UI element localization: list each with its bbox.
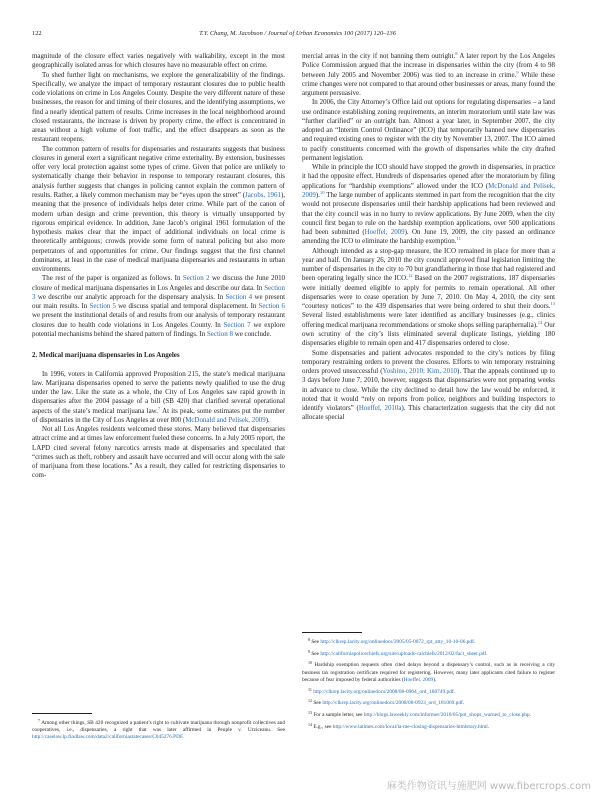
- paragraph: While in principle the ICO should have stopped the growth in dispensaries, in practice it had the opposite effect. Hundreds of dispensaries opened after the moratorium by filing applications for “hardship exemptions” allowed under the ICO (McDonald and Pelisek, 2009).$^{10}$ The large number of applicants stemmed in part from the recognition that the city would not prosecute dispensaries until their hardship applications had been reviewed and that the city council was in no hurry to review applications. By June 2009, when the city council first began to rule on the hardship exemption applications, over 500 applications had been submitted (Hoeffel, 2009). On June 19, 2009, the city passed an ordinance amending the ICO to eliminate the hardship exemption.$^{11}$: [302, 163, 556, 246]
- footnote: $^7$ Among other things, SB 420 recognized a patient’s right to cultivate marijuana through nonprofit collectives and cooperatives, i.e., dispensaries, a right that was later affirmed in People v. Urziceanu. See http://caselaw.lp.findlaw.com/data2/californiastatecases/C045276.PDF.: [32, 718, 285, 741]
- citation-link[interactable]: Hoeffel, 2009: [364, 228, 405, 237]
- footnote-text: .: [486, 650, 488, 657]
- citation-link[interactable]: McDonald and Pelisek, 2009: [302, 181, 556, 199]
- footnote-number: 9: [308, 648, 310, 654]
- footnote-link[interactable]: http://caselaw.lp.findlaw.com/data2/californiastatecases/C045276.PDF: [32, 734, 183, 741]
- footnote-number: 11: [308, 686, 312, 692]
- footnote-text: See: [310, 650, 321, 657]
- footnote-text: E.g., see: [312, 723, 333, 730]
- footnote: [302, 697, 555, 707]
- paragraph: Although intended as a stop-gap measure, the ICO remained in place for more than a year and half. On January 26, 2010 the city council approved final legislation limiting the number of dispensaries in the city to 70 but grandfathering in those that had registered and been operating legally since the ICO.$^{12}$ Based on the 2007 registrations, 187 dispensaries were initially deemed eligible to apply for permits to remain operational. All other dispensaries were to cease operation by June 7, 2010. On May 4, 2010, the city sent “courtesy notices” to the 439 dispensaries that were being ordered to shut their doors.$^{13}$ Several listed establishments were later identified as ancillary businesses (e.g., clinics offering medical marijuana recommendations or smoke shops selling paraphernalia).$^{14}$ Our own scrutiny of the city’s lists eliminated several duplicate listings, yielding 180 dispensaries eligible to remain open and 417 dispensaries ordered to close.: [302, 246, 556, 348]
- footnote-marker[interactable]: 14: [537, 319, 543, 325]
- footnote-number: 12: [308, 698, 312, 704]
- watermark: 麻类作物资讯与施肥网 www.fibercrops.com: [386, 781, 591, 792]
- section-link[interactable]: Section 6: [258, 302, 286, 311]
- paragraph: In 1996, voters in California approved Proposition 215, the state’s medical marijuana law. Marijuana dispensaries opened to serve the patients newly qualified to use the drug under the law. Like the state as a whole, the City of Los Angeles saw rapid growth in dispensaries after the 2004 passage of a bill (SB 420) that clarified several operational aspects of the state’s medical marijuana law.$^7$ At its peak, some estimates put the number of dispensaries in the City of Los Angeles at over 800 (McDonald and Pelisek, 2009).: [32, 369, 285, 424]
- journal-citation: T.Y. Chang, M. Jacobson / Journal of Urban Economics 100 (2017) 120–136: [199, 30, 396, 37]
- footnote-list: [302, 636, 555, 731]
- page-number: 122: [32, 30, 42, 37]
- citation-link[interactable]: Hoeffel, 2010a: [358, 404, 402, 413]
- footnote-link[interactable]: http://clkrep.lacity.org/onlinedocs/2008/08-0964_ord_180749.pdf: [313, 688, 454, 695]
- citation-link[interactable]: McDonald and Pelisek, 2009: [185, 415, 266, 424]
- footnote: [302, 659, 555, 684]
- section-link[interactable]: Section 2: [182, 274, 210, 283]
- footnote-number: 10: [308, 660, 312, 666]
- footnote-text: ).: [433, 676, 437, 683]
- footnote-link[interactable]: Hoeffel, 2009: [403, 676, 434, 683]
- footnote: [302, 721, 555, 731]
- footnote-text: .: [473, 639, 476, 645]
- paragraph: mercial areas in the city if not banning them outright.$^8$ A later report by the Los Angeles Police Commission argued that the increase in dispensaries within the city (from 4 to 98 between July 2005 and November 2006) was tied to an increase in crime.$^9$ While these crime changes were not compared to that around other businesses or areas, many found the argument persuasive.: [302, 51, 555, 98]
- footnote-text: Hardship exemption requests often cited delays beyond a dispensary’s control, such as in receiving a city business tax registration certificate required for registering. However, many later applicants cited failure to register because of fear imposed by federal authorities (: [302, 662, 555, 683]
- footnotes-right: [302, 632, 555, 732]
- footnote-link[interactable]: http://clkrep.lacity.org/onlinedocs/2008/08-0923_ord_181069.pdf: [322, 700, 463, 707]
- section-link[interactable]: Section 7: [223, 320, 251, 329]
- footnote: [302, 648, 555, 658]
- footnote-marker[interactable]: 8: [455, 51, 458, 56]
- footnote-number: 13: [308, 709, 312, 715]
- footnote-rule: [302, 632, 362, 633]
- section-link[interactable]: Section 8: [206, 329, 233, 338]
- footnote: [302, 709, 555, 719]
- footnote-text: See: [310, 639, 321, 645]
- footnote-text: See: [312, 700, 323, 707]
- paragraph: To shed further light on mechanisms, we explore the generalizability of the findings. Specifically, we analyze the impact of temporary restaurant closures due to public health code violations on crime in Los Angeles County. Despite the very different nature of these businesses, the reason for and timing of their closures, and the identifying assumptions, we find a nearly identical pattern of results. Crime increases in the local neighborhood around closed restaurants, the increase is driven by property crime, the effect is concentrated in areas without a high volume of foot traffic, and the effect disappears as soon as the restaurant reopens.: [32, 70, 285, 144]
- footnote-marker[interactable]: 11: [456, 236, 461, 242]
- paragraph: Some dispensaries and patient advocates responded to the city’s notices by filing temporary restraining orders to prevent the closures. Efforts to win temporary restraining orders proved unsuccessful (Yoshino, 2010; Kim, 2010). That the appeals continued up to 3 days before June 7, 2010, however, suggests that dispensaries were not preparing weeks in advance to close. While the city declined to detail how the law would be enforced, it noted that it would “rely on reports from police, neighbors and building inspectors to identify violators” (Hoeffel, 2010a). This characterization suggests that the city did not allocate special: [302, 348, 555, 422]
- right-column: [302, 52, 555, 423]
- section-link[interactable]: Section 5: [89, 302, 116, 311]
- footnote-text: .: [462, 700, 465, 707]
- section-link[interactable]: Section 3: [32, 283, 285, 301]
- paragraph: magnitude of the closure effect varies negatively with walkability, except in the most geographically isolated areas for which closures have no measurable effect on crime.: [32, 52, 285, 70]
- footnote-text: .: [487, 723, 490, 730]
- footnote-text: For a sample letter, see: [312, 711, 364, 718]
- footnote-link[interactable]: http://californiapolicechiefs.org/site/uploads-calchiefs/2012/02/fact_sheet.pdf: [320, 650, 487, 657]
- citation-link[interactable]: Yoshino, 2010; Kim, 2010: [382, 367, 458, 376]
- section-heading: 2. Medical marijuana dispensaries in Los Angeles: [32, 351, 180, 360]
- footnote-marker[interactable]: 12: [407, 273, 413, 279]
- footnote: [302, 686, 555, 696]
- footnote-link[interactable]: http://clkrep.lacity.org/onlinedocs/2005/05-0872_rpt_atty_10-10-06.pdf: [320, 639, 474, 645]
- section-link[interactable]: Section 4: [225, 292, 253, 301]
- footnote-text: .: [453, 688, 455, 695]
- footnote-number: 14: [308, 721, 312, 727]
- footnote-link[interactable]: http://www.latimes.com/local/la-me-closing-dispensaries-htmlstory.html: [332, 723, 488, 730]
- footnotes-left: [32, 713, 285, 743]
- footnote-marker[interactable]: 9: [516, 69, 519, 75]
- footnote-link[interactable]: http://blogs.laweekly.com/informer/2010/05/pot_shops_warned_to_close.php: [363, 711, 530, 718]
- footnote-marker[interactable]: 10: [319, 189, 325, 195]
- paragraph: In 2006, the City Attorney’s Office laid out options for regulating dispensaries – a land use ordinance establishing zoning requirements, an interim moratorium until state law was “further clarified” or an outright ban. Almost a year later, in September 2007, the city adopted an “Interim Control Ordinance” (ICO) that temporarily banned new dispensaries and required existing ones to register with the city by November 13, 2007. The ICO aimed to pacify constituents concerned with the growth of dispensaries while the city drafted permanent legislation.: [302, 98, 555, 162]
- paragraph: Not all Los Angeles residents welcomed these stores. Many believed that dispensaries attract crime and at times law enforcement fueled these concerns. In a July 2005 report, the LAPD cited several felony narcotics arrests made at dispensaries and speculated that “crimes such as theft, robbery and assault have occurred and will occur along with the sale of marijuana from these locations.” As a result, they called for restricting dispensaries to com-: [32, 425, 285, 480]
- citation-link[interactable]: Jacobs, 1961: [245, 190, 281, 199]
- footnote-number: 8: [308, 637, 310, 642]
- footnote: [302, 636, 555, 646]
- footnote-marker[interactable]: 7: [157, 405, 161, 411]
- left-column: [32, 52, 285, 481]
- running-header: [32, 30, 563, 40]
- footnote-rule: [32, 713, 92, 714]
- footnote-marker[interactable]: 13: [550, 301, 555, 307]
- paragraph: The rest of the paper is organized as follows. In Section 2 we discuss the June 2010 closure of medical marijuana dispensaries in Los Angeles and describe our data. In Section 3 we describe our analytic approach for the dispensary analysis. In Section 4 we present our main results. In Section 5 we discuss spatial and temporal displacement. In Section 6 we present the institutional details of and results from our analysis of temporary restaurant closures due to health code violations in Los Angeles County. In Section 7 we explore potential mechanisms behind the shared pattern of findings. In Section 8 we conclude.: [32, 274, 286, 338]
- paragraph: The common pattern of results for dispensaries and restaurants suggests that business closures in general exert a significant negative crime externality. By extension, businesses offer very local protection against some types of crime. Given that police are unlikely to systematically change their behavior in response to temporary restaurant closures, this analysis further suggests that changes in policing cannot explain the common pattern of results. Rather, a likely common mechanism may be “eyes upon the street” (Jacobs, 1961), meaning that the presence of individuals helps deter crime. While part of the canon of modern urban design and crime prevention, this theory is virtually unsupported by rigorous empirical evidence. In addition, Jane Jacob’s original 1961 formulation of the hypothesis makes clear that the impact of additional individuals on local crime is theoretically ambiguous; crowds provide some form of natural policing but also more perpetrators of and opportunities for crime. Our findings suggest that the first channel dominates, at least in the case of medical marijuana dispensaries and restaurants in urban environments.: [32, 144, 285, 274]
- footnote-text: .: [529, 711, 531, 718]
